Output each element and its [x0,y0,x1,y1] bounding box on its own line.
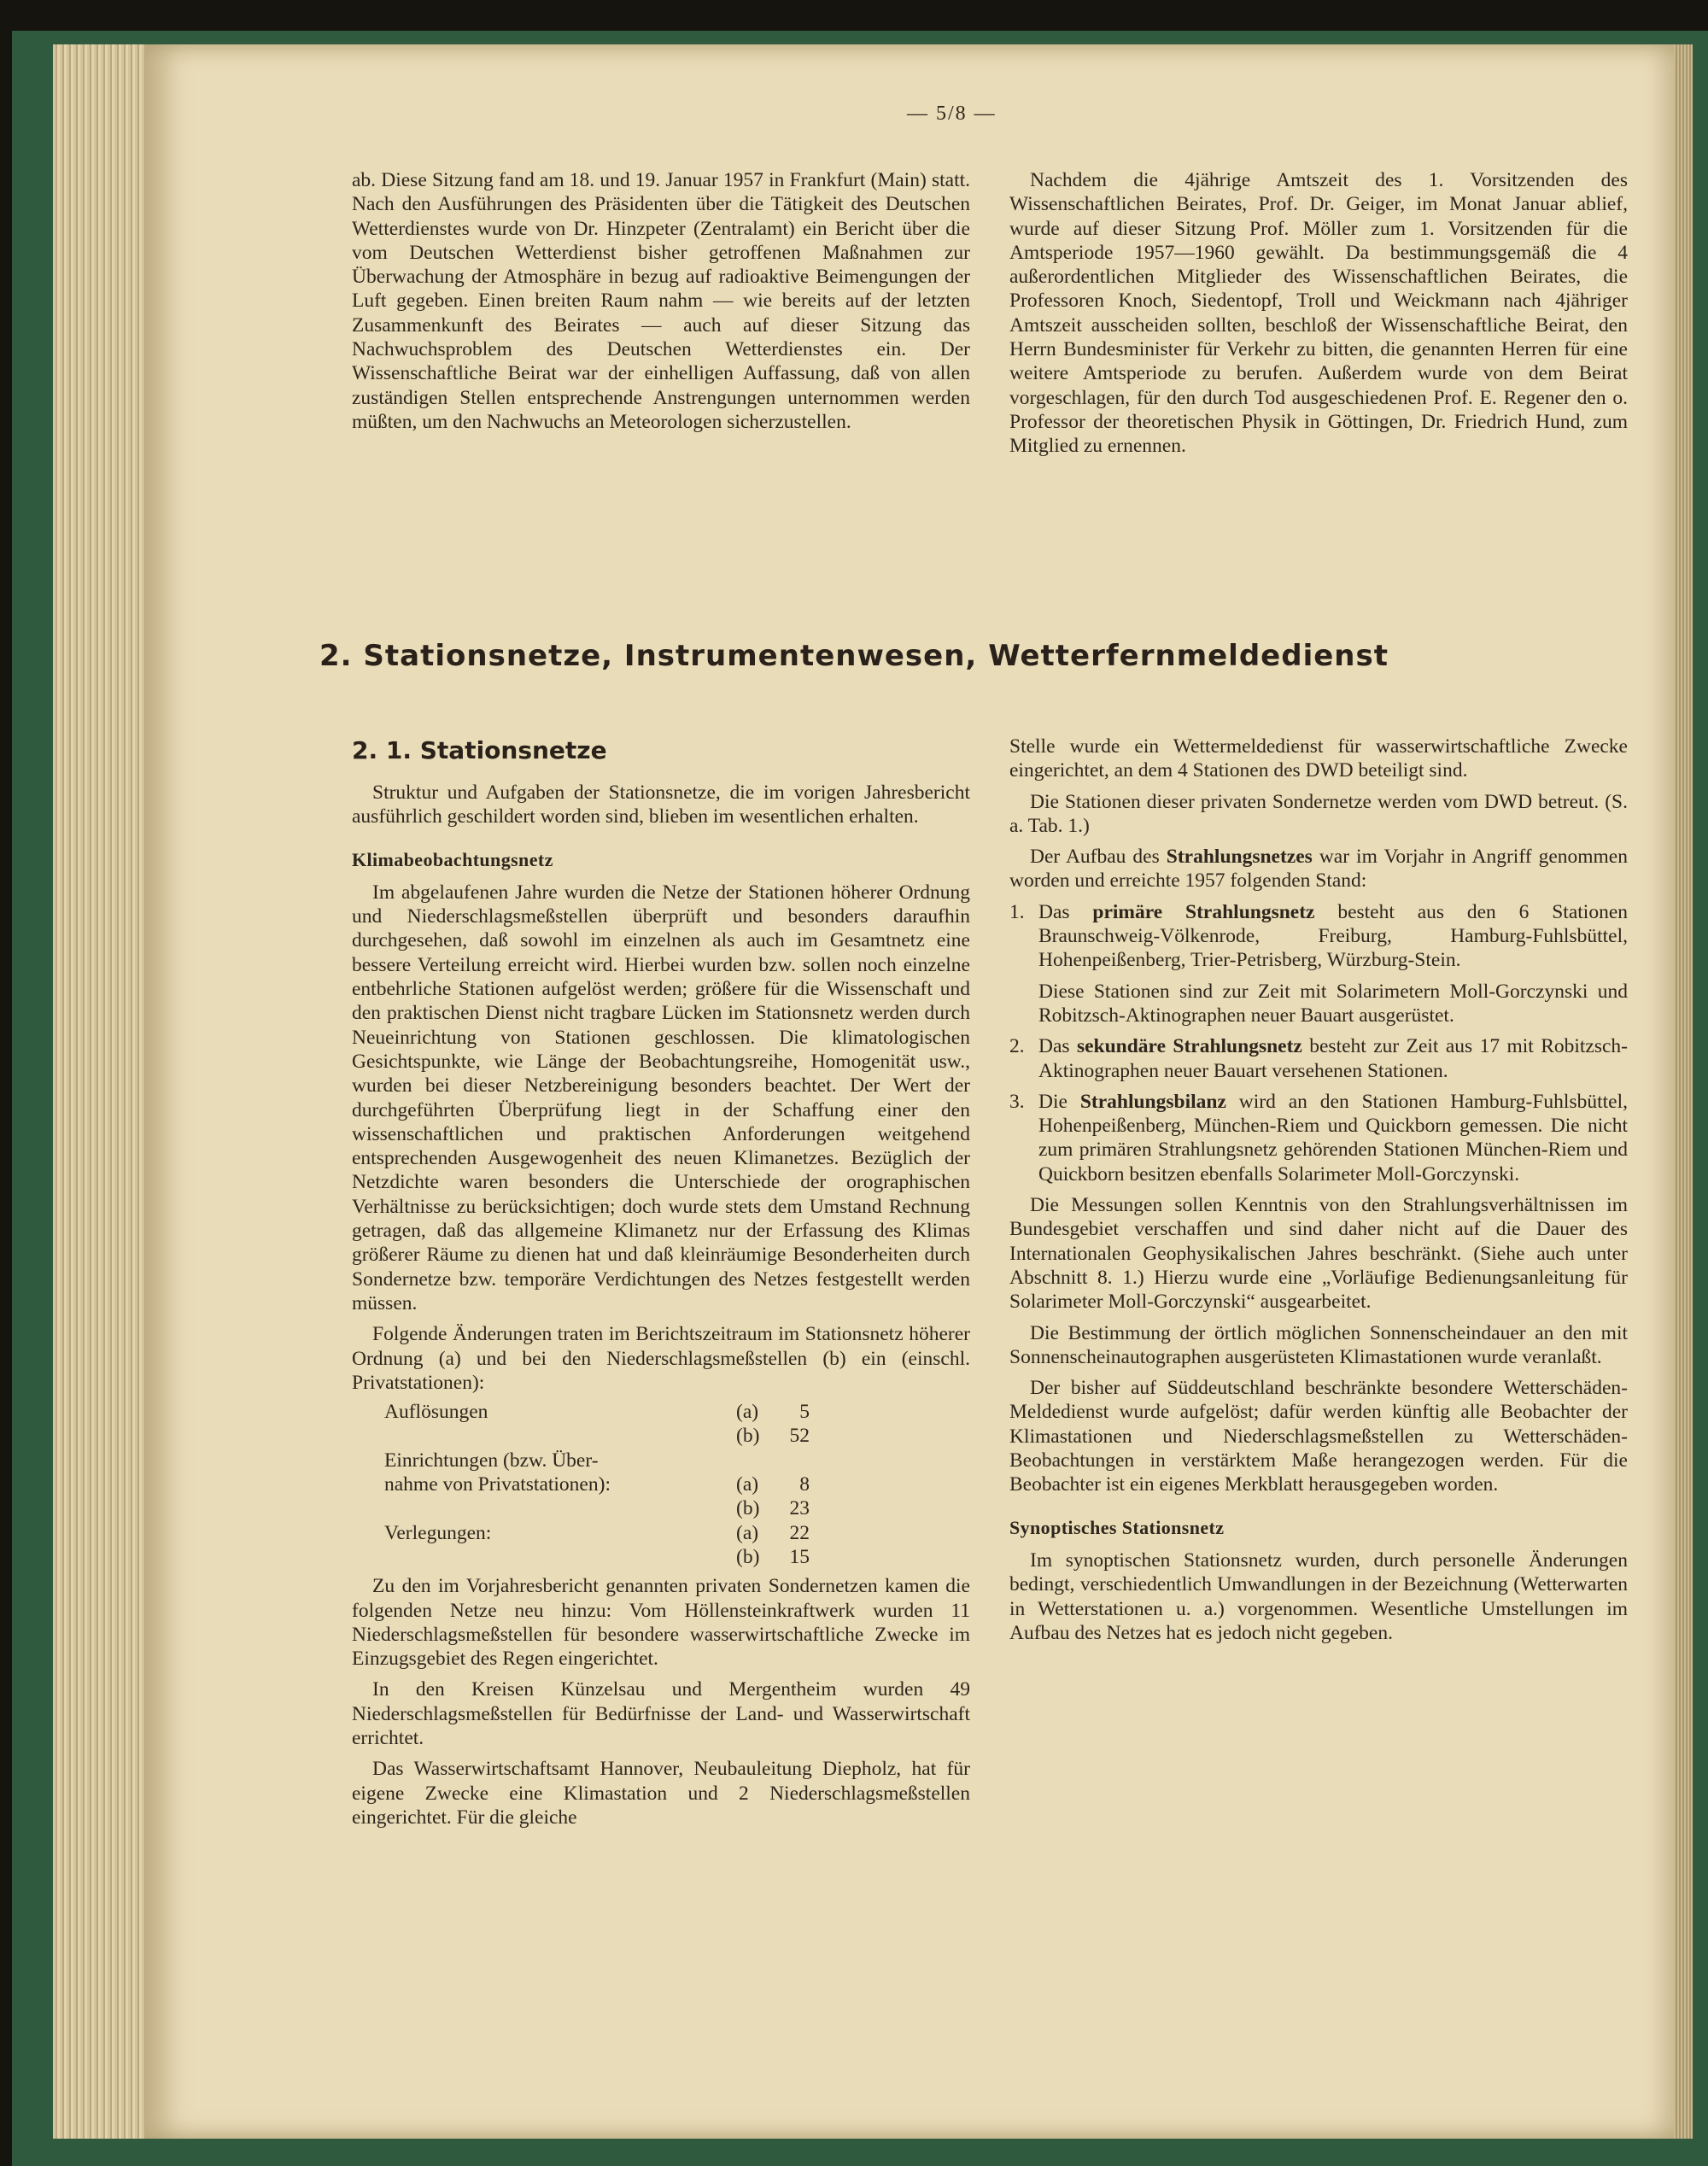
synop-heading: Synoptisches Stationsnetz [1009,1516,1225,1538]
right-page-edge [1674,44,1693,2139]
table-cell: 23 [789,1497,810,1520]
list-item [1009,1090,1628,1186]
paragraph: ab. Diese Sitzung fand am 18. und 19. Januar 1957 in Frankfurt (Main) statt. Nach den Ausführungen des Präsidenten über die Tätigkeit des Deutschen Wetterdienstes wurde von Dr. Hinzpeter (Zentralamt) ein Bericht über die vom Deutschen Wetterdienst bisher getroffenen Maßnahmen zur Überwachung der Atmosphäre in bezug auf radioaktive Beimengungen der Luft gegeben. Einen breiten Raum nahm — wie bereits auf der letzten Zusammenkunft des Beirates — auch auf dieser Sitzung das Nachwuchsproblem des Deutschen Wetterdienstes ein. Der Wissenschaftliche Beirat war der einhelligen Auffassung, daß von allen zuständigen Stellen entsprechende Anstrengungen unternommen werden müßten, um den Nachwuchs an Meteorologen sicherzustellen. [352,169,970,433]
table-row [384,1424,810,1448]
paragraph: Struktur und Aufgaben der Stationsnetze, die im vorigen Jahresbericht ausführlich geschildert worden sind, blieben im wesentlichen erhalten. [352,782,970,828]
table-cell: 52 [789,1425,810,1448]
list-item [1009,900,1628,1027]
table-cell: (b) [736,1425,760,1448]
table-row [384,1400,810,1424]
text-run: Der Aufbau des [1030,846,1167,869]
top-right-column [1009,168,1628,459]
table-cell: (b) [736,1497,760,1520]
paragraph: Zu den im Vorjahresbericht genannten privaten Sondernetzen kamen die folgenden Netze neu hinzu: Vom Höllensteinkraftwerk wurden 11 Niederschlagsmeßstellen für besondere wasserwirtschaftliche Zwecke im Einzugsgebiet des Regen eingerichtet. [352,1575,970,1671]
table-cell: nahme von Privatstationen): [384,1473,611,1496]
page-number: — 5/8 — [907,102,997,125]
table-cell [384,1545,736,1569]
bold-term: Strahlungsbilanz [1079,1090,1226,1113]
table-cell: 5 [799,1401,810,1424]
table-cell [384,1424,736,1448]
bold-term: Strahlungsnetzes [1166,846,1313,869]
left-column [352,781,970,1829]
paragraph: Nachdem die 4jährige Amtszeit des 1. Vorsitzenden des Wissenschaftlichen Beirates, Prof. Dr. Geiger, im Monat Januar ablief, wurde auf dieser Sitzung Prof. Möller zum 1. Vorsitzenden für die Amtsperiode 1957—1960 gewählt. Da bestimmungsgemäß die 4 außerordentlichen Mitglieder des Wissenschaftlichen Beirates, die Professoren Knoch, Siedentopf, Troll und Weickmann nach 4jähriger Amtszeit ausscheiden sollten, beschloß der Wissenschaftliche Beirat, den Herrn Bundesminister für Verkehr zu bitten, die genannten Herren für eine weitere Amtsperiode zu berufen. Außerdem wurde von dem Beirat vorgeschlagen, für den durch Tod ausgeschiedenen Prof. E. Regener den o. Professor der theoretischen Physik in Göttingen, Dr. Friedrich Hund, zum Mitglied zu ernennen. [1009,169,1628,458]
table-cell: Einrichtungen (bzw. Über- [384,1449,599,1472]
list-item [1009,1034,1628,1083]
top-left-column [352,168,970,434]
table-cell: (b) [736,1545,760,1568]
right-column [1009,735,1628,1645]
table-cell [775,1449,810,1472]
table-cell [384,1496,736,1520]
section-heading: 2. Stationsnetze, Instrumentenwesen, Wetterfernmeldedienst [319,639,1389,673]
table-row [384,1545,810,1569]
text-run: war im Vorjahr in Angriff genommen worden und erreichte 1957 folgenden Stand: [1009,846,1628,893]
table-cell: 22 [789,1521,810,1544]
paragraph [1038,1090,1628,1186]
paragraph: Diese Stationen sind zur Zeit mit Solarimetern Moll-Gorczynski und Robitzsch-Aktinographen neuer Bauart ausgerüstet. [1038,980,1628,1027]
paragraph: Folgende Änderungen traten im Berichtszeitraum im Stationsnetz höherer Ordnung (a) und bei den Niederschlagsmeßstellen (b) ein (einschl. Privatstationen): [352,1323,970,1394]
paragraph [1038,900,1628,973]
paragraph: Die Bestimmung der örtlich möglichen Sonnenscheindauer an den mit Sonnenscheinautographen ausgerüsteten Klimastationen wurde veranlaßt. [1009,1321,1628,1368]
text-run: besteht zur Zeit aus 17 mit Robitzsch-Aktinographen neuer Bauart versehenen Stationen. [1038,1035,1629,1082]
paragraph: Die Stationen dieser privaten Sondernetze werden vom DWD betreut. (S. a. Tab. 1.) [1009,790,1628,837]
paragraph [1038,1034,1628,1083]
table-row [384,1472,810,1496]
paragraph: Im synoptischen Stationsnetz wurden, durch personelle Änderungen bedingt, verschiedentlich Umwandlungen in der Bezeichnung (Wetterwarten in Wetterstationen u. a.) vorgenommen. Wesentliche Umstellungen im Aufbau des Netzes hat es jedoch nicht gegeben. [1009,1548,1628,1644]
item-number: 3. [1009,1090,1025,1113]
table-cell: 8 [799,1473,810,1496]
table-cell: Auflösungen [384,1401,488,1424]
table-cell: (a) [736,1401,759,1424]
paragraph: Das Wasserwirtschaftsamt Hannover, Neubauleitung Diepholz, hat für eigene Zwecke eine Klimastation und 2 Niederschlagsmeßstellen eingerichtet. Für die gleiche [352,1758,970,1829]
changes-table [384,1400,810,1569]
paragraph: Im abgelaufenen Jahre wurden die Netze der Stationen höherer Ordnung und Niederschlagsmeßstellen überprüft und besonders daraufhin durchgesehen, daß sowohl im einzelnen als auch im Gesamtnetz eine bessere Verteilung erreicht wird. Hierbei wurden bzw. sollen noch einzelne entbehrliche Stationen aufgelöst werden; größere für die Wissenschaft und den praktischen Dienst nicht tragbare Lücken im Stationsnetz werden durch Neueinrichtung von Stationen geschlossen. Die klimatologischen Gesichtspunkte, wie Länge der Beobachtungsreihe, Homogenität usw., wurden bei dieser Netzbereinigung besonders beachtet. Der Wert der durchgeführten Überprüfung liegt in der Schaffung einer den wissenschaftlichen und praktischen Anforderungen weitgehend entsprechenden Ausgewogenheit des neuen Klimanetzes. Bezüglich der Netzdichte waren besonders die Unterschiede der orographischen Verhältnisse zu berücksichtigen; doch wurde stets dem Umstand Rechnung getragen, daß das allgemeine Klimanetz nur der Erfassung des Klimas größerer Räume zu dienen hat und daß kleinräumige Besonderheiten durch Sondernetze bzw. temporäre Verdichtungen des Netzes festgestellt werden müssen. [352,881,970,1314]
table-cell [736,1449,775,1472]
table-row [384,1496,810,1520]
table-cell: (a) [736,1521,759,1544]
text-run: Das [1038,900,1093,923]
paragraph: Die Messungen sollen Kenntnis von den Strahlungsverhältnissen im Bundesgebiet verschaffen und sind daher nicht auf die Dauer des Internationalen Geophysikalischen Jahres beschränkt. (Siehe auch unter Abschnitt 8. 1.) Hierzu wurde eine „Vorläufige Bedienungsanleitung für Solarimeter Moll-Gorczynski“ ausgearbeitet. [1009,1194,1628,1314]
table-row [384,1521,810,1545]
subsection-heading: 2. 1. Stationsnetze [352,736,607,764]
table-cell: (a) [736,1473,759,1496]
text-run: wird an den Stationen Hamburg-Fuhlsbüttel, Hohenpeißenberg, München-Riem und Quickborn gemessen. Die nicht zum primären Strahlungsnetz gehörenden Stationen München-Riem und Quickborn besitzen ebenfalls Solarimeter Moll-Gorczynski. [1038,1090,1629,1185]
paragraph: Der bisher auf Süddeutschland beschränkte besondere Wetterschäden-Meldedienst wurde aufgelöst; dafür werden künftig alle Beobachter der Klimastationen und Niederschlagsmeßstellen zu Wetterschäden-Beobachtungen in verstärktem Maße herangezogen werden. Für die Beobachter ist ein eigenes Merkblatt herausgegeben worden. [1009,1377,1628,1496]
paragraph: Stelle wurde ein Wettermeldedienst für wasserwirtschaftliche Zwecke eingerichtet, an dem 4 Stationen des DWD beteiligt sind. [1009,735,1628,782]
text-run: Die [1038,1090,1080,1113]
table-row [384,1449,810,1472]
bold-term: sekundäre Strahlungsnetz [1076,1035,1302,1058]
klima-heading: Klimabeobachtungsnetz [352,848,553,870]
item-number: 2. [1009,1035,1025,1058]
text-run: besteht aus den 6 Stationen Braunschweig-Völkenrode, Freiburg, Hamburg-Fuhlsbüttel, Hohenpeißenberg, Trier-Petrisberg, Würzburg-Stein. [1038,900,1628,972]
table-cell: 15 [789,1545,810,1568]
table-cell: Verlegungen: [384,1521,492,1544]
paragraph: In den Kreisen Künzelsau und Mergentheim wurden 49 Niederschlagsmeßstellen für Bedürfnisse der Land- und Wasserwirtschaft errichtet. [352,1678,970,1749]
paragraph [1009,845,1628,893]
bold-term: primäre Strahlungsnetz [1092,900,1315,923]
text-run: Das [1038,1035,1077,1058]
item-number: 1. [1009,900,1025,923]
